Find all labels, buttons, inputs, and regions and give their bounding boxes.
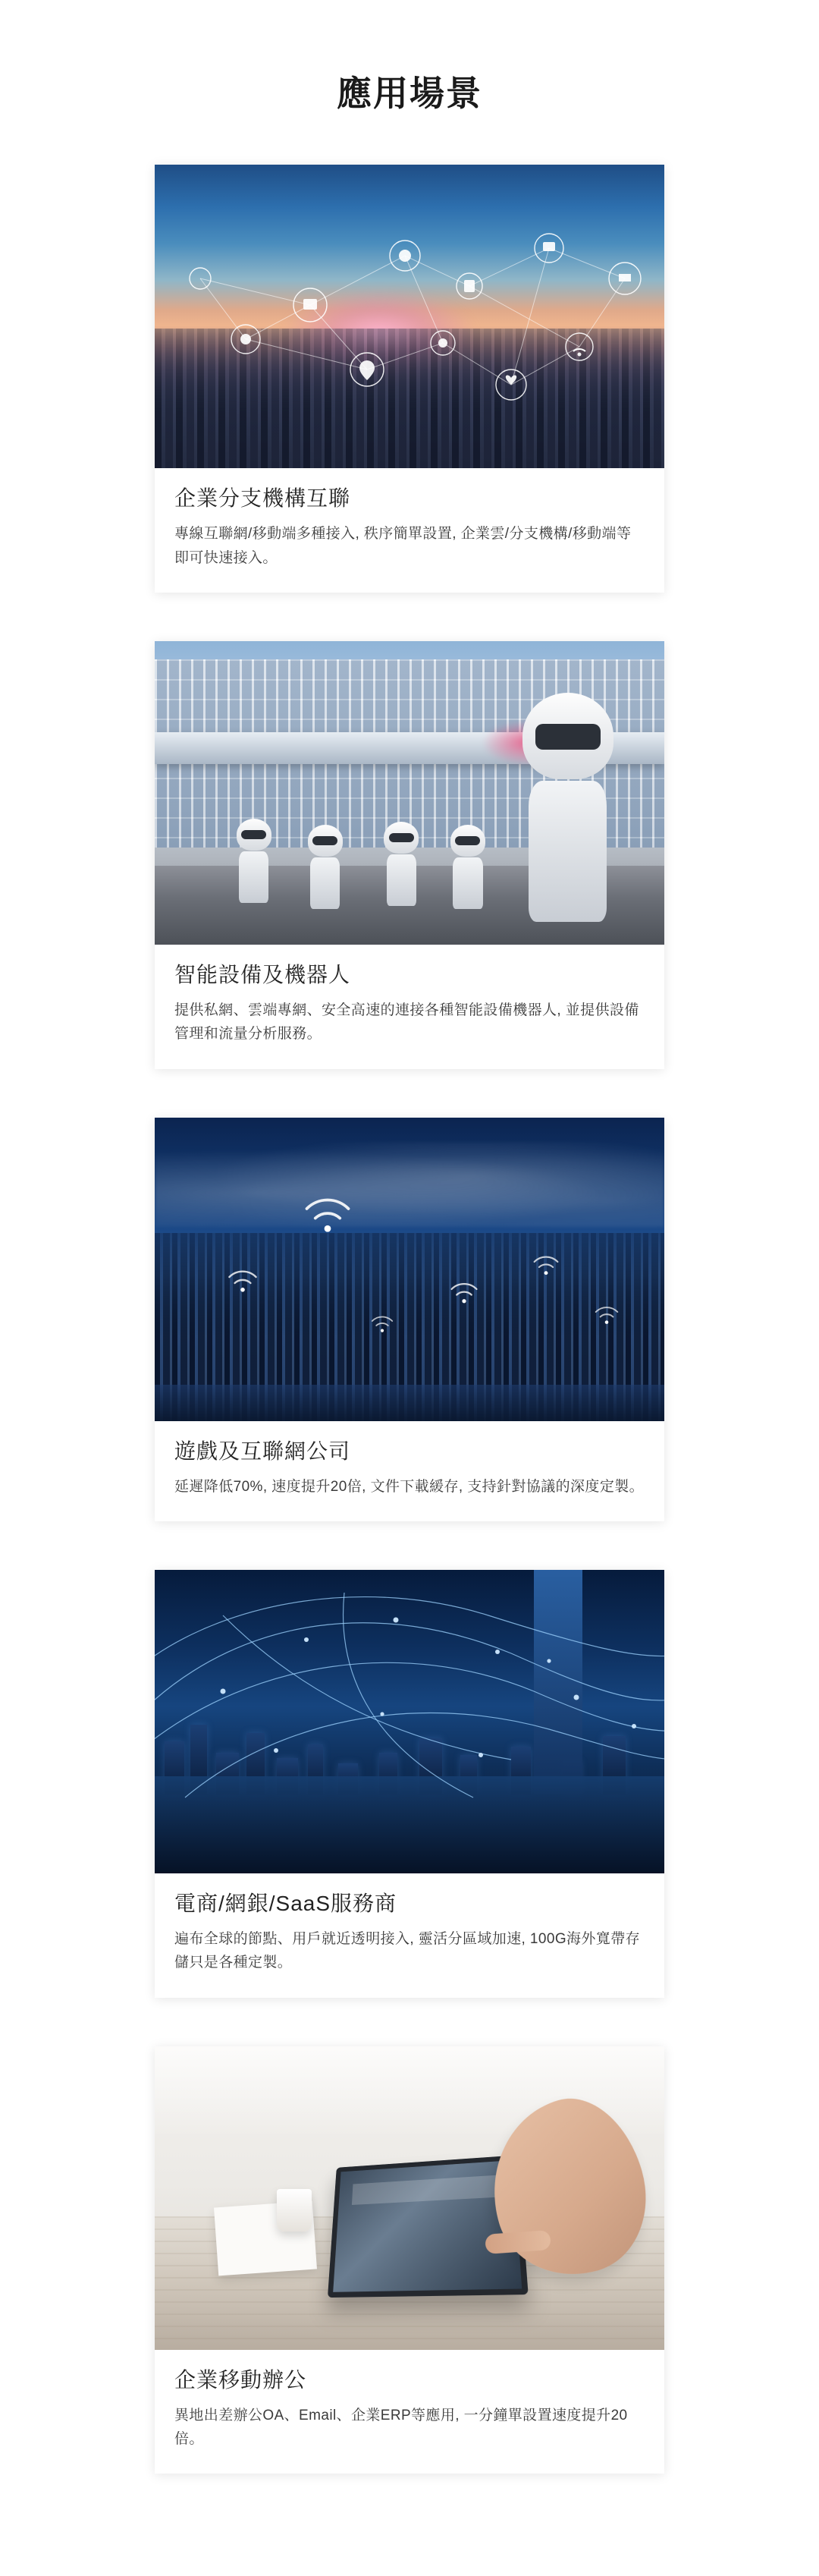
robot-body bbox=[387, 854, 417, 906]
card-description: 遍布全球的節點、用戶就近透明接入, 靈活分區域加速, 100G海外寬帶存儲只是各種定製。 bbox=[174, 1930, 640, 1971]
robot-head bbox=[450, 825, 485, 857]
global-network-overlay-icon bbox=[155, 1570, 664, 1873]
robot-head bbox=[384, 822, 419, 854]
card-body bbox=[155, 468, 664, 593]
card-body bbox=[155, 945, 664, 1069]
scenario-card-list bbox=[155, 165, 664, 2474]
robot-body bbox=[310, 857, 340, 909]
card-description: 異地出差辦公OA、Email、企業ERP等應用, 一分鐘單設置速度提升20倍。 bbox=[174, 2407, 628, 2447]
tablet-screen bbox=[334, 2160, 522, 2292]
robot-body bbox=[239, 851, 269, 903]
robot-head bbox=[522, 693, 613, 779]
robot-head bbox=[308, 825, 343, 857]
card-body bbox=[155, 2350, 664, 2474]
scenario-card[interactable] bbox=[155, 641, 664, 1069]
card-body bbox=[155, 1873, 664, 1998]
card-description: 延遲降低70%, 速度提升20倍, 文件下載緩存, 支持針對協議的深度定製。 bbox=[174, 1478, 645, 1495]
card-description: 提供私網、雲端專網、安全高速的連接各種智能設備機器人, 並提供設備管理和流量分析服務。 bbox=[174, 1002, 639, 1043]
card-title: 企業分支機構互聯 bbox=[174, 486, 351, 511]
card-body bbox=[155, 1421, 664, 1521]
card-image-harbor-global-network bbox=[155, 1570, 664, 1873]
card-title: 企業移動辦公 bbox=[174, 2367, 307, 2392]
robot-figure bbox=[450, 825, 485, 908]
robot-figure bbox=[384, 822, 419, 905]
wifi-overlay-icon bbox=[155, 1118, 664, 1421]
robot-figure bbox=[237, 819, 271, 902]
network-overlay-icon bbox=[155, 165, 664, 468]
card-image-night-city-wifi bbox=[155, 1118, 664, 1421]
card-description: 專線互聯網/移動端多種接入, 秩序簡單設置, 企業雲/分支機構/移動端等即可快速接入。 bbox=[174, 526, 632, 566]
scenario-card[interactable] bbox=[155, 1570, 664, 1998]
robot-head bbox=[237, 819, 271, 851]
scenario-card[interactable] bbox=[155, 1118, 664, 1521]
scenario-card[interactable] bbox=[155, 2046, 664, 2474]
cup bbox=[277, 2189, 312, 2232]
scenario-card[interactable] bbox=[155, 165, 664, 593]
card-image-smart-robots-building bbox=[155, 641, 664, 945]
card-image-mobile-office-tablet bbox=[155, 2046, 664, 2350]
card-title: 智能設備及機器人 bbox=[174, 962, 351, 986]
robot-body bbox=[529, 781, 607, 922]
card-title: 電商/網銀/SaaS服務商 bbox=[174, 1891, 397, 1915]
robot-figure bbox=[522, 693, 613, 920]
card-title: 遊戲及互聯網公司 bbox=[174, 1439, 351, 1463]
card-image-city-network-illustration bbox=[155, 165, 664, 468]
robot-figure bbox=[308, 825, 343, 908]
page-title: 應用場景 bbox=[337, 74, 482, 113]
robot-body bbox=[453, 857, 483, 909]
